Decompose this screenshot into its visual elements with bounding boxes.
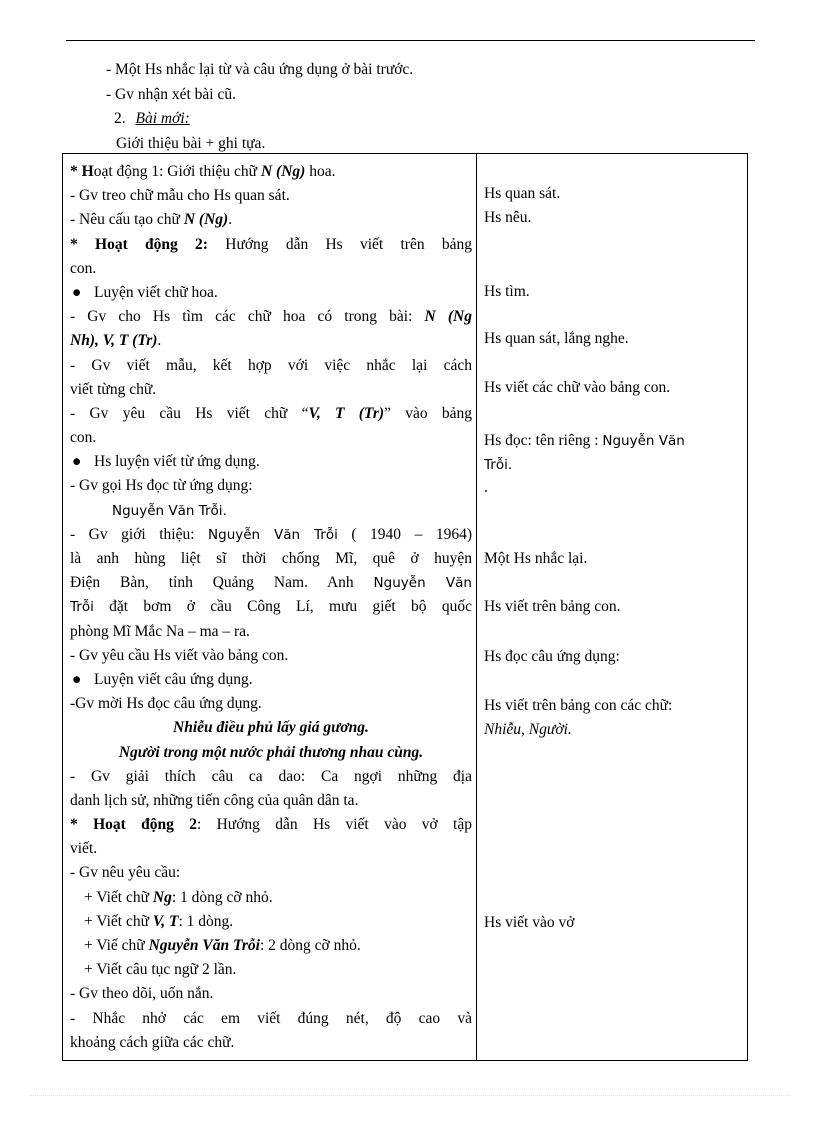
student-response: Hs quan sát, lắng nghe. xyxy=(484,330,629,347)
text-line: - Gv gọi Hs đọc từ ứng dụng: xyxy=(70,477,253,495)
lesson-plan-table xyxy=(62,153,748,1061)
column-divider xyxy=(476,154,477,1060)
section-title: Bài mới: xyxy=(135,110,190,127)
verse-line-2: Người trong một nước phải thương nhau cùng. xyxy=(118,743,424,761)
text-line: con. xyxy=(70,259,97,277)
text-line: -Gv mời Hs đọc câu ứng dụng. xyxy=(70,695,262,713)
intro-line-teacher-review: - Gv nhận xét bài cũ. xyxy=(106,86,236,103)
text-line: Nh), V, T (Tr). xyxy=(70,332,162,350)
page-bottom-rule xyxy=(30,1095,790,1096)
student-response: Hs tìm. xyxy=(484,283,530,300)
text-line: - Gv nêu yêu cầu: xyxy=(70,864,181,882)
student-response: Hs viết trên bảng con các chữ: xyxy=(484,697,673,714)
text-line: - Gv theo dõi, uốn nắn. xyxy=(70,985,214,1003)
text-line: con. xyxy=(70,429,97,447)
text-line: - Gv yêu cầu Hs viết chữ “V, T (Tr)” vào bảng xyxy=(70,404,473,422)
text-line: - Gv yêu cầu Hs viết vào bảng con. xyxy=(70,646,289,664)
text-line: - Gv giới thiệu: Nguyễn Văn Trỗi ( 1940 – 1964) xyxy=(70,525,472,543)
text-line: viết từng chữ. xyxy=(70,380,157,398)
activity-1-heading: * Hoạt động 1: Giới thiệu chữ N (Ng) hoa. xyxy=(70,163,336,180)
student-response: Hs đọc: tên riêng : Nguyễn Văn xyxy=(484,432,685,449)
text-line: khoảng cách giữa các chữ. xyxy=(70,1033,235,1051)
student-response: . xyxy=(484,479,488,496)
intro-line-topic: Giới thiệu bài + ghi tựa. xyxy=(116,135,266,152)
section-number: 2. xyxy=(114,110,126,127)
activity-2-heading: * Hoạt động 2: Hướng dẫn Hs viết trên bảng xyxy=(70,235,473,253)
student-response: Hs nêu. xyxy=(484,209,532,226)
bullet-icon: ● xyxy=(72,670,82,688)
header-rule xyxy=(66,40,755,41)
student-response: Hs viết các chữ vào bảng con. xyxy=(484,379,671,396)
text-line: - Gv viết mẫu, kết hợp với việc nhắc lại cách xyxy=(70,356,472,374)
text-line: - Gv cho Hs tìm các chữ hoa có trong bài: N (Ng xyxy=(70,308,472,326)
student-response: Hs viết vào vở xyxy=(484,914,575,931)
requirement-item: + Viết chữ Ng: 1 dòng cỡ nhỏ. xyxy=(84,888,273,906)
requirement-item: + Viế chữ Nguyễn Văn Trỗi: 2 dòng cỡ nhỏ. xyxy=(84,937,361,954)
student-response: Hs đọc câu ứng dụng: xyxy=(484,648,620,665)
text-line: - Gv treo chữ mẫu cho Hs quan sát. xyxy=(70,187,290,205)
text-line: - Nêu cấu tạo chữ N (Ng). xyxy=(70,211,233,229)
text-line: - Gv giải thích câu ca dao: Ca ngợi những địa xyxy=(70,767,472,785)
activity-3-heading: * Hoạt động 2: Hướng dẫn Hs viết vào vở tập xyxy=(70,816,472,834)
bullet-item: ● Luyện viết câu ứng dụng. xyxy=(70,668,472,692)
text-line: phòng Mĩ Mắc Na – ma – ra. xyxy=(70,622,250,640)
text-line: là anh hùng liệt sĩ thời chống Mĩ, quê ở huyện xyxy=(70,550,472,567)
text-line: Trỗi đặt bơm ở cầu Công Lí, mưu giết bộ quốc xyxy=(70,598,472,616)
applied-word: Nguyễn Văn Trỗi. xyxy=(112,502,227,519)
text-line: - Nhắc nhở các em viết đúng nét, độ cao và xyxy=(70,1009,472,1027)
bullet-item: ● Hs luyện viết từ ứng dụng. xyxy=(70,450,472,474)
verse-line-1: Nhiễu điều phủ lấy giá gương. xyxy=(173,719,369,737)
section-heading xyxy=(114,109,190,129)
student-response: Một Hs nhắc lại. xyxy=(484,550,588,567)
bullet-icon: ● xyxy=(72,453,82,471)
text-line: Điện Bàn, tỉnh Quảng Nam. Anh Nguyễn Văn xyxy=(70,574,472,592)
student-response: Hs viết trên bảng con. xyxy=(484,598,621,615)
student-response: Nhiễu, Người. xyxy=(484,721,572,738)
student-response: Trỗi. xyxy=(484,457,513,473)
teacher-activities-column xyxy=(70,160,472,1055)
bullet-icon: ● xyxy=(72,283,82,301)
requirement-item: + Viết câu tục ngữ 2 lần. xyxy=(84,961,237,979)
intro-line-review: - Một Hs nhắc lại từ và câu ứng dụng ở bài trước. xyxy=(106,61,414,78)
bullet-item: ● Luyện viết chữ hoa. xyxy=(70,281,472,305)
text-line: viết. xyxy=(70,840,98,858)
text-line: danh lịch sử, những tiến công của quân dân ta. xyxy=(70,791,359,809)
requirement-item: + Viết chữ V, T: 1 dòng. xyxy=(84,912,234,930)
student-response: Hs quan sát. xyxy=(484,185,561,202)
